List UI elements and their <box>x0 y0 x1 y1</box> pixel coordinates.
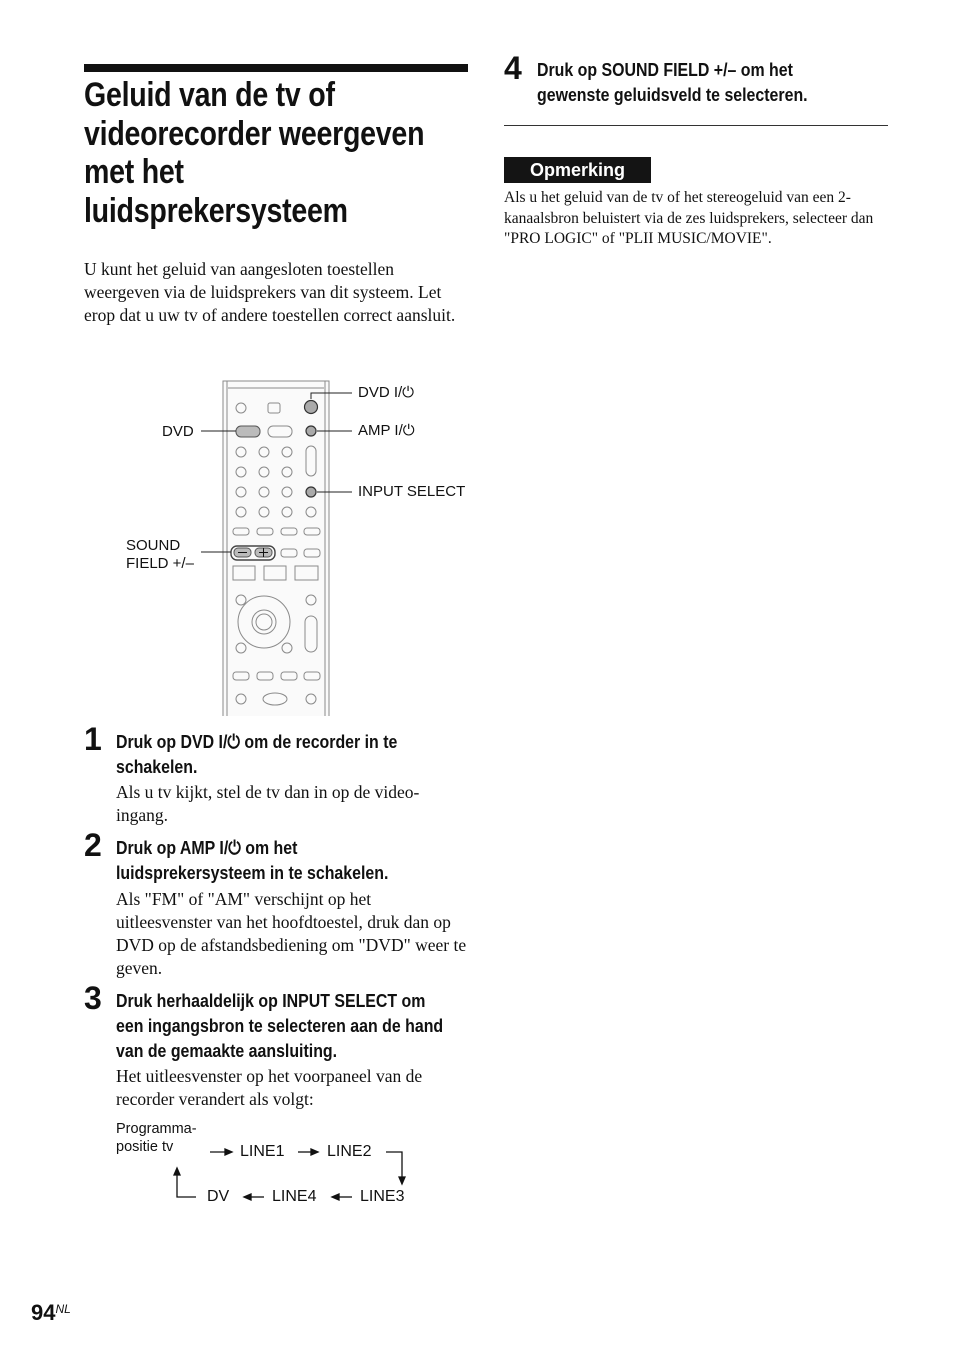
label-sound-field-line2: FIELD +/– <box>126 555 194 572</box>
flow-line4: LINE4 <box>272 1188 317 1205</box>
step-2-heading-line1: Druk op AMP I/⏻ om het <box>116 837 298 858</box>
page-language-suffix: NL <box>55 1302 71 1316</box>
section-divider <box>504 125 888 126</box>
step-1-number: 1 <box>84 721 102 757</box>
step-2-body: Als "FM" of "AM" verschijnt op het uitleesvenster van het hoofdtoestel, druk dan op DVD op de afstandsbediening om "DVD" weer te geven. <box>116 889 467 978</box>
flow-start-line2: positie tv <box>116 1139 174 1155</box>
page-number <box>31 1300 71 1326</box>
flow-line1: LINE1 <box>240 1143 285 1160</box>
flow-start-line1: Programma- <box>116 1121 197 1137</box>
note-label: Opmerking <box>504 157 651 183</box>
step-4-heading-line2: gewenste geluidsveld te selecteren. <box>537 84 808 105</box>
label-amp-power: AMP I/⏻ <box>358 422 415 439</box>
label-input-select: INPUT SELECT <box>358 483 466 500</box>
flow-line2: LINE2 <box>327 1143 372 1160</box>
step-2-number: 2 <box>84 827 102 863</box>
step-1-heading-line1: Druk op DVD I/⏻ om de recorder in te <box>116 731 398 752</box>
step-2-heading <box>116 835 477 885</box>
remote-control-illustration <box>222 378 330 716</box>
step-3-heading <box>116 988 477 1063</box>
note-text: Als u het geluid van de tv of het stereogeluid van een 2-kanaalsbron beluistert via de zes luidsprekers, selecteer dan "PRO LOGIC" of "PLII MUSIC/MOVIE". <box>504 189 874 247</box>
label-dvd: DVD <box>162 423 194 440</box>
flow-line3: LINE3 <box>360 1188 405 1205</box>
step-3-heading-line3: van de gemaakte aansluiting. <box>116 1040 338 1061</box>
flow-start <box>116 1120 197 1156</box>
intro-paragraph: U kunt het geluid van aangesloten toestellen weergeven via de luidsprekers van dit systeem. Let erop dat u uw tv of andere toestellen correct aansluit. <box>84 259 456 325</box>
step-1-body: Als u tv kijkt, stel de tv dan in op de video-ingang. <box>116 782 420 825</box>
step-1-heading-line2: schakelen. <box>116 756 198 777</box>
step-4-heading <box>537 57 898 107</box>
step-4-number: 4 <box>504 50 522 86</box>
step-3-heading-line2: een ingangsbron te selecteren aan de hand <box>116 1015 444 1036</box>
step-1-heading <box>116 729 477 779</box>
step-4-heading-line1: Druk op SOUND FIELD +/– om het <box>537 59 793 80</box>
page-number-value: 94 <box>31 1300 56 1325</box>
step-3-number: 3 <box>84 980 102 1016</box>
step-3-heading-line1: Druk herhaaldelijk op INPUT SELECT om <box>116 990 426 1011</box>
step-3-body: Het uitleesvenster op het voorpaneel van de recorder verandert als volgt: <box>116 1066 423 1109</box>
title-rule <box>84 64 468 72</box>
label-dvd-power: DVD I/⏻ <box>358 384 415 401</box>
label-sound-field-line1: SOUND <box>126 537 181 554</box>
page-title: Geluid van de tv of videorecorder weergeven met het luidsprekersysteem <box>84 76 425 230</box>
flow-dv: DV <box>207 1188 230 1205</box>
step-2-heading-line2: luidsprekersysteem in te schakelen. <box>116 862 389 883</box>
